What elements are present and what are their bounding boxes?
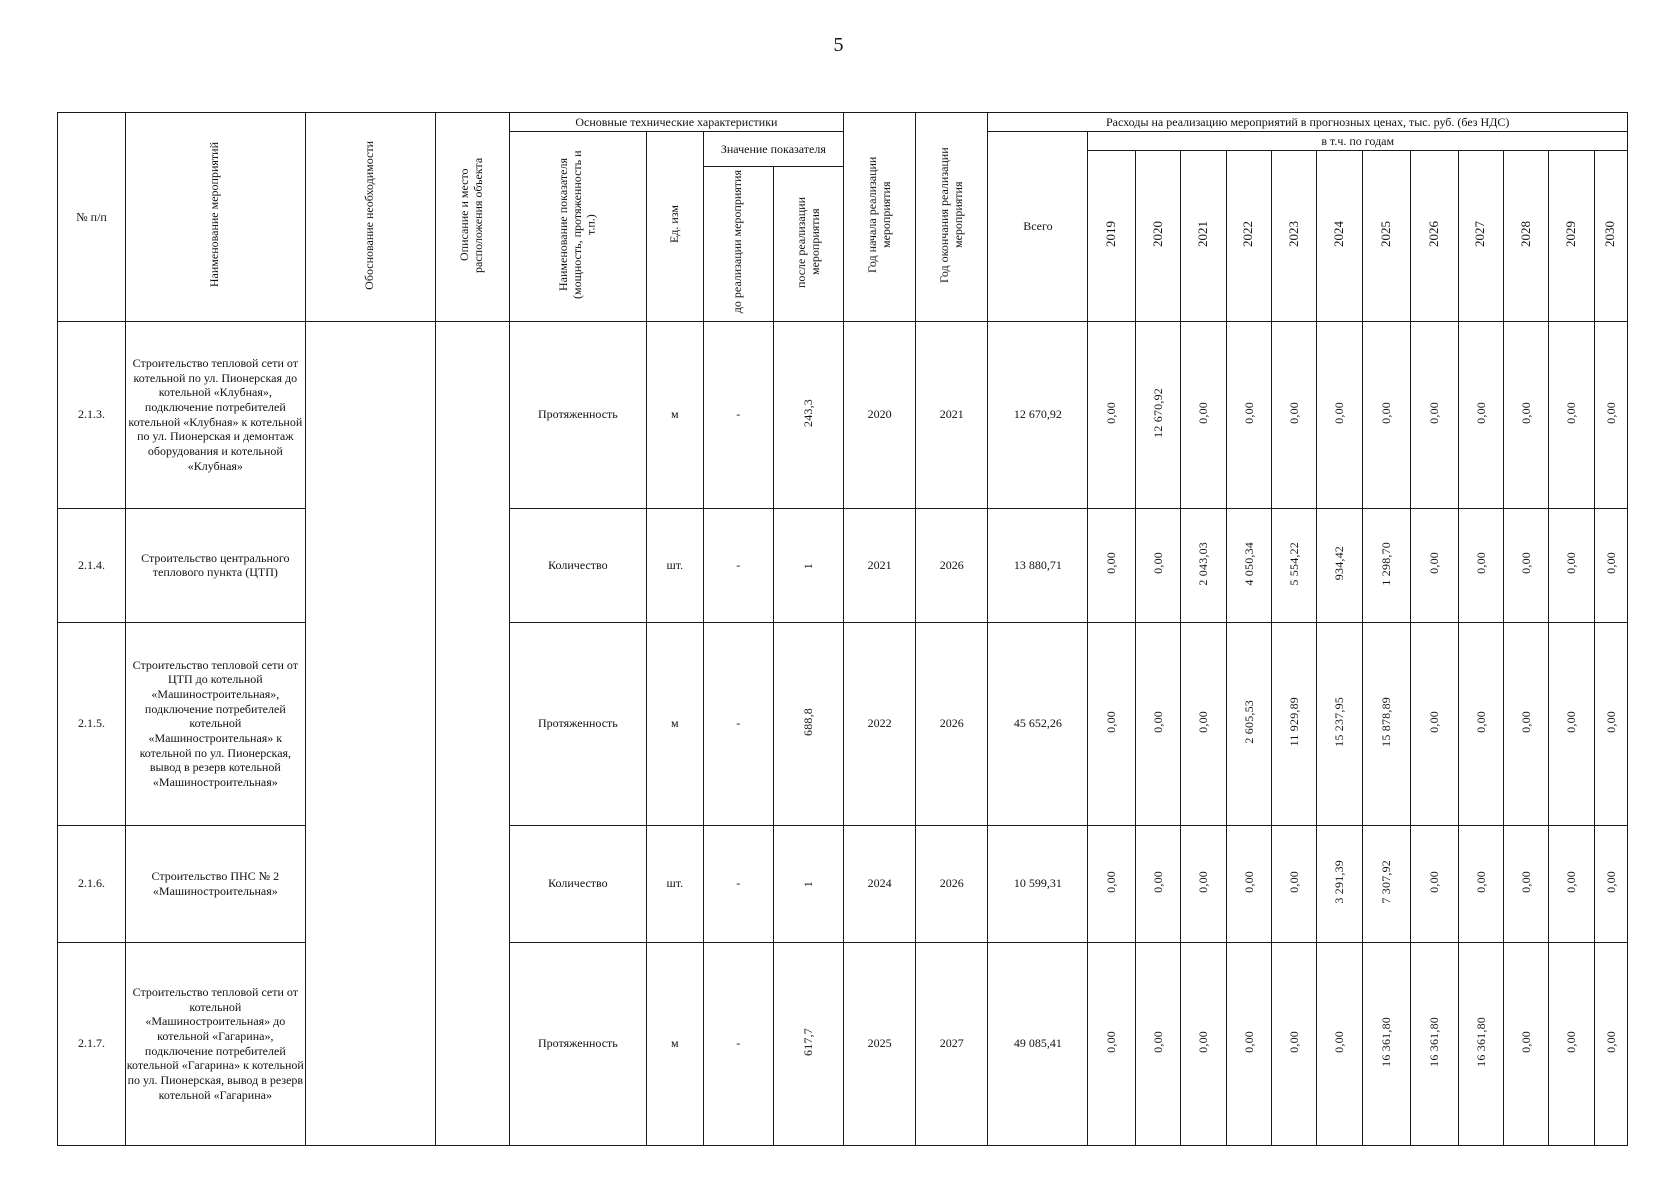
row-year-value: 0,00 <box>1317 321 1362 508</box>
header-reason: Обоснование необходимости <box>305 113 435 322</box>
row-year-value: 16 361,80 <box>1411 942 1458 1145</box>
investment-measures-table <box>57 112 1628 1146</box>
row-year-value: 0,00 <box>1594 508 1627 622</box>
header-after: после реализации мероприятия <box>773 167 843 322</box>
row-year-value: 15 878,89 <box>1362 622 1410 825</box>
row-year-value: 0,00 <box>1549 508 1594 622</box>
row-year-value: 0,00 <box>1594 321 1627 508</box>
row-indicator: Протяженность <box>509 321 646 508</box>
row-year-value: 16 361,80 <box>1362 942 1410 1145</box>
row-after: 617,7 <box>773 942 843 1145</box>
header-year: 2020 <box>1135 151 1180 322</box>
row-indicator: Протяженность <box>509 622 646 825</box>
row-year-value: 0,00 <box>1411 622 1458 825</box>
table-row <box>58 508 1628 622</box>
row-unit: шт. <box>646 508 703 622</box>
header-year: 2024 <box>1317 151 1362 322</box>
row-year-value: 0,00 <box>1549 825 1594 942</box>
row-year-value: 0,00 <box>1504 825 1549 942</box>
row-name: Строительство центрального теплового пункта (ЦТП) <box>126 508 305 622</box>
header-location: Описание и место расположения объекта <box>435 113 509 322</box>
row-indicator: Количество <box>509 825 646 942</box>
row-year-value: 0,00 <box>1458 321 1503 508</box>
row-year-value: 0,00 <box>1504 942 1549 1145</box>
row-end-year: 2026 <box>916 622 988 825</box>
header-before: до реализации мероприятия <box>703 167 773 322</box>
row-year-value: 0,00 <box>1272 321 1317 508</box>
row-year-value: 2 605,53 <box>1226 622 1271 825</box>
row-before: - <box>703 942 773 1145</box>
header-end-year: Год окончания реализации мероприятия <box>916 113 988 322</box>
header-total: Всего <box>988 132 1088 322</box>
row-start-year: 2022 <box>843 622 915 825</box>
row-year-value: 0,00 <box>1088 825 1135 942</box>
row-total: 12 670,92 <box>988 321 1088 508</box>
row-after: 1 <box>773 825 843 942</box>
row-total: 45 652,26 <box>988 622 1088 825</box>
location-cell <box>435 321 509 1145</box>
row-year-value: 0,00 <box>1272 825 1317 942</box>
row-name: Строительство тепловой сети от ЦТП до котельной «Машиностроительная», подключение потребителей котельной «Машиностроительная» к котельной по ул. Пионерская, вывод в резерв котельной «Машиностроительная» <box>126 622 305 825</box>
header-year: 2027 <box>1458 151 1503 322</box>
header-year: 2023 <box>1272 151 1317 322</box>
row-year-value: 0,00 <box>1226 942 1271 1145</box>
row-year-value: 0,00 <box>1594 942 1627 1145</box>
table-row <box>58 321 1628 508</box>
row-total: 13 880,71 <box>988 508 1088 622</box>
header-year: 2019 <box>1088 151 1135 322</box>
row-year-value: 7 307,92 <box>1362 825 1410 942</box>
row-year-value: 16 361,80 <box>1458 942 1503 1145</box>
row-year-value: 0,00 <box>1088 321 1135 508</box>
row-year-value: 0,00 <box>1594 825 1627 942</box>
row-number: 2.1.7. <box>58 942 126 1145</box>
row-year-value: 12 670,92 <box>1135 321 1180 508</box>
row-year-value: 0,00 <box>1226 825 1271 942</box>
row-end-year: 2021 <box>916 321 988 508</box>
row-year-value: 0,00 <box>1135 942 1180 1145</box>
row-unit: м <box>646 321 703 508</box>
row-after: 243,3 <box>773 321 843 508</box>
row-year-value: 3 291,39 <box>1317 825 1362 942</box>
row-unit: шт. <box>646 825 703 942</box>
row-start-year: 2025 <box>843 942 915 1145</box>
header-value-group: Значение показателя <box>703 132 843 167</box>
header-name: Наименование мероприятий <box>126 113 305 322</box>
row-before: - <box>703 622 773 825</box>
row-before: - <box>703 825 773 942</box>
row-number: 2.1.6. <box>58 825 126 942</box>
row-year-value: 0,00 <box>1088 942 1135 1145</box>
row-year-value: 0,00 <box>1135 622 1180 825</box>
row-unit: м <box>646 942 703 1145</box>
header-year: 2028 <box>1504 151 1549 322</box>
row-end-year: 2026 <box>916 508 988 622</box>
row-indicator: Протяженность <box>509 942 646 1145</box>
row-year-value: 0,00 <box>1226 321 1271 508</box>
row-year-value: 0,00 <box>1411 825 1458 942</box>
row-year-value: 0,00 <box>1088 508 1135 622</box>
header-tech-group: Основные технические характеристики <box>509 113 843 132</box>
row-year-value: 5 554,22 <box>1272 508 1317 622</box>
header-years-group: в т.ч. по годам <box>1088 132 1628 151</box>
table-row <box>58 825 1628 942</box>
row-unit: м <box>646 622 703 825</box>
row-year-value: 0,00 <box>1549 622 1594 825</box>
row-after: 688,8 <box>773 622 843 825</box>
row-indicator: Количество <box>509 508 646 622</box>
row-year-value: 2 043,03 <box>1181 508 1226 622</box>
row-year-value: 0,00 <box>1411 321 1458 508</box>
header-start-year: Год начала реализации мероприятия <box>843 113 915 322</box>
row-number: 2.1.4. <box>58 508 126 622</box>
page-number: 5 <box>833 34 844 56</box>
header-indicator: Наименование показателя (мощность, протяженность и т.п.) <box>509 132 646 322</box>
row-total: 49 085,41 <box>988 942 1088 1145</box>
header-year: 2030 <box>1594 151 1627 322</box>
header-number: № п/п <box>58 113 126 322</box>
header-year: 2022 <box>1226 151 1271 322</box>
row-year-value: 0,00 <box>1088 622 1135 825</box>
row-name: Строительство тепловой сети от котельной «Машиностроительная» до котельной «Гагарина», подключение потребителей котельной «Гагарина» к котельной по ул. Пионерская, вывод в резерв котельной «Гагарина» <box>126 942 305 1145</box>
header-year: 2025 <box>1362 151 1410 322</box>
row-year-value: 1 298,70 <box>1362 508 1410 622</box>
row-end-year: 2026 <box>916 825 988 942</box>
row-year-value: 0,00 <box>1504 508 1549 622</box>
row-end-year: 2027 <box>916 942 988 1145</box>
table-row <box>58 622 1628 825</box>
row-year-value: 0,00 <box>1458 508 1503 622</box>
row-year-value: 0,00 <box>1135 508 1180 622</box>
row-year-value: 15 237,95 <box>1317 622 1362 825</box>
row-year-value: 0,00 <box>1594 622 1627 825</box>
row-total: 10 599,31 <box>988 825 1088 942</box>
row-year-value: 0,00 <box>1362 321 1410 508</box>
row-name: Строительство ПНС № 2 «Машиностроительная» <box>126 825 305 942</box>
row-start-year: 2021 <box>843 508 915 622</box>
header-year: 2026 <box>1411 151 1458 322</box>
row-year-value: 934,42 <box>1317 508 1362 622</box>
row-year-value: 0,00 <box>1504 321 1549 508</box>
row-year-value: 0,00 <box>1317 942 1362 1145</box>
row-year-value: 0,00 <box>1181 321 1226 508</box>
header-unit: Ед. изм <box>646 132 703 322</box>
row-name: Строительство тепловой сети от котельной по ул. Пионерская до котельной «Клубная», подключение потребителей котельной «Клубная» к котельной по ул. Пионерская и демонтаж оборудования и котельной «Клубная» <box>126 321 305 508</box>
row-start-year: 2024 <box>843 825 915 942</box>
row-before: - <box>703 508 773 622</box>
header-year: 2029 <box>1549 151 1594 322</box>
row-before: - <box>703 321 773 508</box>
table-row <box>58 942 1628 1145</box>
row-year-value: 0,00 <box>1181 622 1226 825</box>
row-year-value: 0,00 <box>1181 942 1226 1145</box>
row-year-value: 0,00 <box>1549 321 1594 508</box>
row-year-value: 11 929,89 <box>1272 622 1317 825</box>
row-year-value: 0,00 <box>1549 942 1594 1145</box>
row-year-value: 0,00 <box>1504 622 1549 825</box>
row-year-value: 0,00 <box>1181 825 1226 942</box>
row-after: 1 <box>773 508 843 622</box>
row-start-year: 2020 <box>843 321 915 508</box>
row-year-value: 0,00 <box>1135 825 1180 942</box>
row-number: 2.1.5. <box>58 622 126 825</box>
row-year-value: 4 050,34 <box>1226 508 1271 622</box>
row-year-value: 0,00 <box>1272 942 1317 1145</box>
row-number: 2.1.3. <box>58 321 126 508</box>
row-year-value: 0,00 <box>1411 508 1458 622</box>
row-year-value: 0,00 <box>1458 622 1503 825</box>
header-year: 2021 <box>1181 151 1226 322</box>
reason-cell <box>305 321 435 1145</box>
header-costs-group: Расходы на реализацию мероприятий в прогнозных ценах, тыс. руб. (без НДС) <box>988 113 1628 132</box>
row-year-value: 0,00 <box>1458 825 1503 942</box>
